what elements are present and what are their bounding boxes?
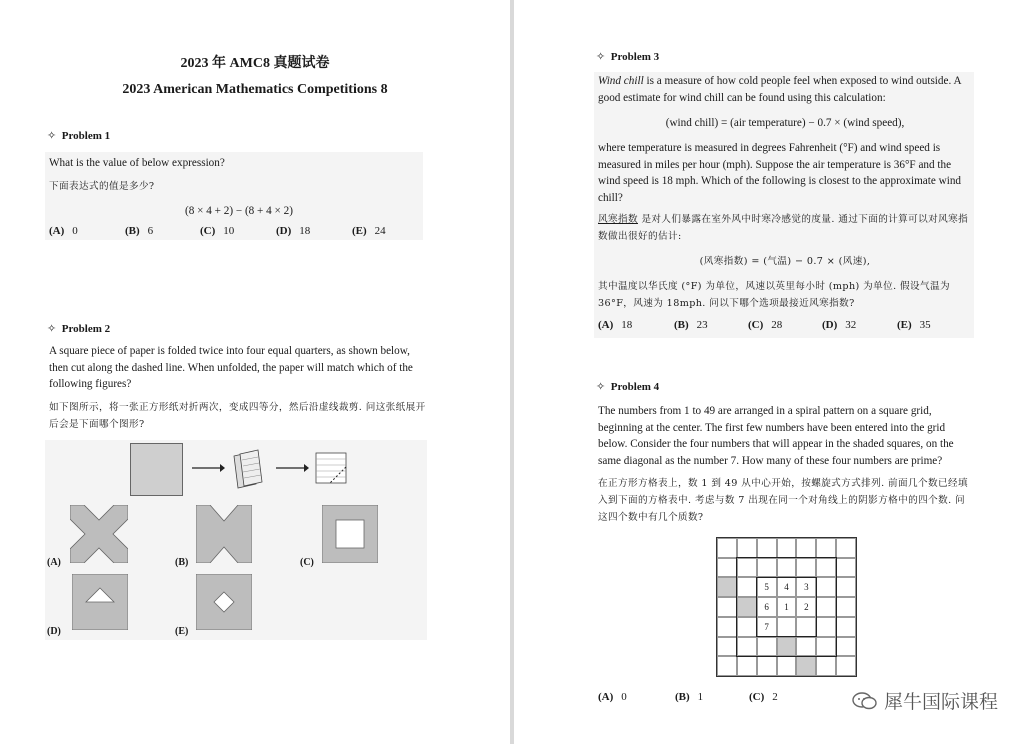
spiral-grid [716, 537, 857, 677]
grid-cell [777, 617, 797, 637]
grid-cell [717, 617, 737, 637]
problem-1-question-en: What is the value of below expression? [49, 157, 225, 169]
square-paper [130, 443, 183, 496]
grid-cell [816, 558, 836, 578]
title-chinese: 2023 年 AMC8 真题试卷 [180, 56, 330, 71]
figure-a-label: (A) [47, 557, 61, 568]
option-a[interactable]: (A) 0 [49, 225, 78, 237]
grid-cell [757, 637, 777, 657]
problem-4-question-en: The numbers from 1 to 49 are arranged in a spiral pattern on a square grid, beginning at the center. The first few numbers have been entered into the grid below. Consider the four numbers that will appear in the shaded squares, on the same diagonal as the number 7. How many of these four numbers are prime? [598, 405, 954, 467]
grid-cell [816, 538, 836, 558]
figure-d-triangle-hole-shape [72, 574, 128, 630]
grid-cell: 5 [757, 577, 777, 597]
diamond-icon: ✧ [596, 381, 606, 393]
option-c[interactable]: (C) 2 [749, 691, 778, 703]
grid-cell: 7 [757, 617, 777, 637]
grid-cell [717, 558, 737, 578]
grid-cell [717, 597, 737, 617]
diamond-icon: ✧ [47, 323, 57, 335]
grid-cell [836, 577, 856, 597]
grid-cell [757, 558, 777, 578]
grid-cell [757, 538, 777, 558]
problem-3-formula-cn: (风寒指数) = (气温) − 0.7 × (风速), [699, 256, 871, 267]
grid-cell [737, 617, 757, 637]
figure-c-square-hole-shape [322, 505, 378, 563]
grid-cell [737, 577, 757, 597]
problem-2-heading: ✧ Problem 2 [47, 323, 111, 335]
arrow-right-icon [190, 458, 226, 478]
figure-b-bowtie-shape [196, 505, 252, 563]
option-b[interactable]: (B) 23 [674, 319, 708, 331]
grid-cell [796, 637, 816, 657]
problem-4-heading: ✧ Problem 4 [596, 381, 660, 393]
problem-2-question-cn: 如下图所示，将一张正方形纸对折两次，变成四等分，然后沿虚线裁剪. 问这张纸展开后会是下面哪个图形? [49, 402, 426, 430]
right-page [514, 0, 1024, 744]
grid-cell [796, 558, 816, 578]
problem-3-formula: (wind chill) = (air temperature) − 0.7 × (wind speed), [665, 117, 905, 129]
left-page [0, 0, 510, 744]
option-c[interactable]: (C) 10 [200, 225, 235, 237]
grid-cell [836, 597, 856, 617]
grid-cell [836, 558, 856, 578]
grid-cell [737, 656, 757, 676]
grid-cell [816, 577, 836, 597]
grid-cell [737, 558, 757, 578]
diamond-icon: ✧ [47, 130, 57, 142]
figure-d-label: (D) [47, 626, 61, 637]
grid-cell [816, 637, 836, 657]
arrow-right-icon [274, 458, 310, 478]
grid-cell [816, 656, 836, 676]
grid-cell-shaded [777, 637, 797, 657]
option-a[interactable]: (A) 0 [598, 691, 627, 703]
grid-cell-shaded [737, 597, 757, 617]
grid-cell [717, 538, 737, 558]
problem-3-question-en-1: Wind chill is a measure of how cold people feel when exposed to wind outside. A good estimate for wind chill can be found using this calculation: [598, 75, 961, 104]
grid-cell: 3 [796, 577, 816, 597]
grid-cell [816, 617, 836, 637]
problem-3-question-cn-1: 风寒指数 是对人们暴露在室外风中时寒冷感觉的度量. 通过下面的计算可以对风寒指数做出很好的估计: [598, 214, 969, 242]
option-b[interactable]: (B) 1 [675, 691, 704, 703]
option-d[interactable]: (D) 32 [822, 319, 857, 331]
grid-cell [777, 558, 797, 578]
grid-cell [737, 637, 757, 657]
quarter-square-cut-icon [314, 451, 348, 485]
figure-a-x-shape [70, 505, 128, 563]
grid-cell [796, 617, 816, 637]
grid-cell [777, 538, 797, 558]
problem-2-question-en: A square piece of paper is folded twice into four equal quarters, as shown below, then cut along the dashed line. When unfolded, the paper will match which of the following figures? [49, 345, 413, 390]
watermark-text: 犀牛国际课程 [883, 691, 998, 713]
option-d[interactable]: (D) 18 [276, 225, 311, 237]
option-e[interactable]: (E) 24 [352, 225, 386, 237]
grid-cell [757, 656, 777, 676]
grid-cell [836, 538, 856, 558]
grid-cell-shaded [796, 656, 816, 676]
problem-3-question-en-2: where temperature is measured in degrees Fahrenheit (°F) and wind speed is measured in miles per hour (mph). Suppose the air temperature is 36°F and the wind speed is 18 mph. Which of the following is closest to the approximate wind chill? [598, 142, 962, 204]
option-c[interactable]: (C) 28 [748, 319, 783, 331]
figure-b-label: (B) [175, 557, 189, 568]
title-english: 2023 American Mathematics Competitions 8 [122, 82, 388, 97]
grid-cell [737, 538, 757, 558]
folded-paper-icon [230, 448, 270, 490]
problem-1-heading: ✧ Problem 1 [47, 130, 111, 142]
grid-cell: 4 [777, 577, 797, 597]
problem-3-question-cn-2: 其中温度以华氏度 (°F) 为单位，风速以英里每小时 (mph) 为单位. 假设气温为 36°F，风速为 18mph. 问以下哪个选项最接近风寒指数? [598, 281, 950, 309]
grid-cell [836, 656, 856, 676]
grid-cell [796, 538, 816, 558]
grid-cell: 1 [777, 597, 797, 617]
figure-c-label: (C) [300, 557, 314, 568]
diamond-icon: ✧ [596, 51, 606, 63]
grid-cell-shaded [717, 577, 737, 597]
option-b[interactable]: (B) 6 [125, 225, 154, 237]
problem-1-question-cn: 下面表达式的值是多少? [49, 181, 155, 192]
problem-4-question-cn: 在正方形方格表上，数 1 到 49 从中心开始，按螺旋式方式排列. 前面几个数已经填入到下面的方格表中. 考虑与数 7 出现在同一个对角线上的阴影方格中的四个数. 问这四个数中有几个质数? [598, 478, 969, 523]
grid-cell [717, 656, 737, 676]
figure-e-label: (E) [175, 626, 189, 637]
grid-cell [717, 637, 737, 657]
grid-cell [816, 597, 836, 617]
grid-cell [836, 617, 856, 637]
wechat-icon [852, 691, 878, 711]
grid-cell: 2 [796, 597, 816, 617]
grid-cell [777, 656, 797, 676]
option-a[interactable]: (A) 18 [598, 319, 633, 331]
figure-e-diamond-hole-shape [196, 574, 252, 630]
problem-3-heading: ✧ Problem 3 [596, 51, 660, 63]
watermark [852, 687, 998, 714]
problem-1-expression: (8 × 4 + 2) − (8 + 4 × 2) [185, 205, 293, 217]
option-e[interactable]: (E) 35 [897, 319, 931, 331]
grid-cell: 6 [757, 597, 777, 617]
grid-cell [836, 637, 856, 657]
